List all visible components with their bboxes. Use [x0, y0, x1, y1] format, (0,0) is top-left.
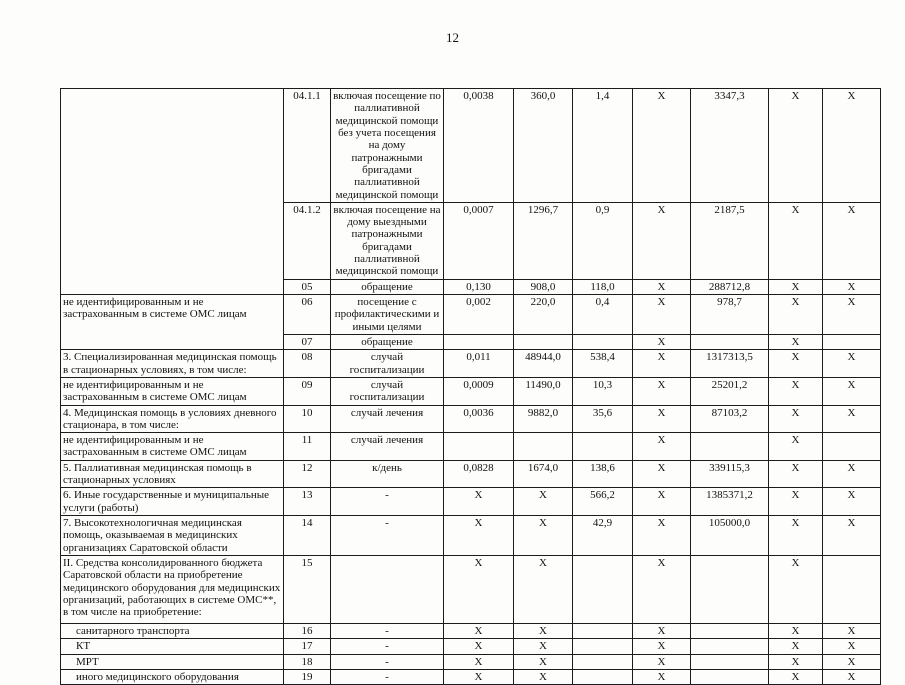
cell-value: 0,0038: [444, 89, 514, 203]
cell-value: X: [633, 377, 691, 405]
cell-value: [823, 555, 881, 623]
cell-value: 1385371,2: [691, 488, 769, 516]
cell-value: X: [769, 334, 823, 349]
cell-value: 1674,0: [514, 460, 573, 488]
cell-value: 538,4: [573, 350, 633, 378]
cell-desc: иного медицинского оборудования: [61, 669, 284, 684]
cell-value: 0,0007: [444, 202, 514, 279]
cell-value: X: [633, 460, 691, 488]
cell-number: 11: [284, 433, 331, 461]
cell-number: 16: [284, 623, 331, 638]
cell-value: X: [769, 488, 823, 516]
table-row: [61, 460, 881, 488]
cell-value: X: [633, 669, 691, 684]
cell-value: 3347,3: [691, 89, 769, 203]
cell-value: X: [444, 639, 514, 654]
cell-unit: -: [331, 654, 444, 669]
table-row: [61, 555, 881, 623]
cell-value: X: [769, 377, 823, 405]
table-row: [61, 669, 881, 684]
cell-value: X: [444, 555, 514, 623]
cell-desc: не идентифицированным и не застрахованным в системе ОМС лицам: [61, 377, 284, 405]
cell-value: X: [444, 669, 514, 684]
cell-value: [823, 334, 881, 349]
cell-value: 0,0828: [444, 460, 514, 488]
cell-value: X: [823, 405, 881, 433]
cell-value: X: [823, 279, 881, 294]
cell-value: X: [444, 488, 514, 516]
cell-value: [514, 433, 573, 461]
cell-unit: обращение: [331, 334, 444, 349]
cell-value: X: [769, 433, 823, 461]
cell-value: X: [823, 460, 881, 488]
cell-value: 339115,3: [691, 460, 769, 488]
cell-value: X: [633, 654, 691, 669]
cell-value: X: [823, 516, 881, 556]
cell-value: X: [769, 89, 823, 203]
cell-number: 10: [284, 405, 331, 433]
cell-desc: не идентифицированным и не застрахованным в системе ОМС лицам: [61, 295, 284, 350]
cell-value: X: [769, 295, 823, 335]
cell-value: [514, 334, 573, 349]
cell-value: 566,2: [573, 488, 633, 516]
cell-value: 11490,0: [514, 377, 573, 405]
cell-value: 1317313,5: [691, 350, 769, 378]
cell-desc: II. Средства консолидированного бюджета Саратовской области на приобретение медицинского оборудования для медицинских организаций, работающих в системе ОМС**, в том числе на приобретение:: [61, 555, 284, 623]
cell-value: X: [769, 555, 823, 623]
page-number: 12: [446, 30, 459, 45]
table-row: [61, 623, 881, 638]
cell-unit: включая посещение по паллиативной медицинской помощи без учета посещения на дому патронажными бригадами паллиативной медицинской помощи: [331, 89, 444, 203]
cell-value: 0,0036: [444, 405, 514, 433]
cell-value: 25201,2: [691, 377, 769, 405]
cell-number: 19: [284, 669, 331, 684]
cell-number: 15: [284, 555, 331, 623]
cell-value: X: [633, 334, 691, 349]
cell-number: 18: [284, 654, 331, 669]
cell-value: 48944,0: [514, 350, 573, 378]
cell-desc: не идентифицированным и не застрахованным в системе ОМС лицам: [61, 433, 284, 461]
cell-value: 2187,5: [691, 202, 769, 279]
cell-value: 10,3: [573, 377, 633, 405]
cell-value: X: [514, 488, 573, 516]
cell-value: X: [633, 279, 691, 294]
cell-value: [573, 334, 633, 349]
cell-value: X: [823, 623, 881, 638]
cell-value: X: [633, 516, 691, 556]
cell-unit: случай госпитализации: [331, 377, 444, 405]
cell-value: [573, 623, 633, 638]
cell-value: X: [514, 654, 573, 669]
cell-value: [573, 654, 633, 669]
cell-value: X: [444, 654, 514, 669]
table-row: [61, 350, 881, 378]
cell-value: 288712,8: [691, 279, 769, 294]
cell-value: [573, 669, 633, 684]
cell-value: X: [769, 654, 823, 669]
cell-unit: -: [331, 488, 444, 516]
cell-value: X: [514, 639, 573, 654]
cell-value: 1296,7: [514, 202, 573, 279]
cell-value: X: [769, 623, 823, 638]
cell-value: 0,002: [444, 295, 514, 335]
cell-number: 04.1.1: [284, 89, 331, 203]
cell-unit: случай госпитализации: [331, 350, 444, 378]
cell-number: 06: [284, 295, 331, 335]
cell-value: X: [823, 669, 881, 684]
cell-value: 0,0009: [444, 377, 514, 405]
cell-number: 13: [284, 488, 331, 516]
cell-unit: посещение с профилактическими и иными целями: [331, 295, 444, 335]
cell-value: 0,9: [573, 202, 633, 279]
cell-unit: -: [331, 516, 444, 556]
cell-unit: включая посещение на дому выездными патронажными бригадами паллиативной медицинской помощи: [331, 202, 444, 279]
cell-value: X: [633, 488, 691, 516]
table-row: [61, 654, 881, 669]
cell-value: X: [633, 89, 691, 203]
cell-value: [691, 639, 769, 654]
cell-unit: [331, 555, 444, 623]
table-row: [61, 433, 881, 461]
medical-program-table: [60, 88, 881, 685]
cell-value: X: [769, 639, 823, 654]
cell-value: X: [769, 350, 823, 378]
cell-value: 1,4: [573, 89, 633, 203]
cell-value: X: [769, 516, 823, 556]
cell-desc: 6. Иные государственные и муниципальные услуги (работы): [61, 488, 284, 516]
cell-number: 09: [284, 377, 331, 405]
cell-number: 08: [284, 350, 331, 378]
cell-number: 17: [284, 639, 331, 654]
cell-value: X: [769, 279, 823, 294]
cell-value: X: [444, 516, 514, 556]
cell-desc: 3. Специализированная медицинская помощь в стационарных условиях, в том числе:: [61, 350, 284, 378]
cell-value: X: [823, 202, 881, 279]
cell-value: [691, 654, 769, 669]
cell-value: X: [514, 555, 573, 623]
cell-desc: 4. Медицинская помощь в условиях дневного стационара, в том числе:: [61, 405, 284, 433]
cell-value: 0,4: [573, 295, 633, 335]
cell-value: 35,6: [573, 405, 633, 433]
cell-value: [691, 623, 769, 638]
cell-desc: [61, 89, 284, 295]
cell-value: X: [823, 295, 881, 335]
cell-value: X: [514, 516, 573, 556]
cell-value: X: [633, 555, 691, 623]
cell-value: [444, 433, 514, 461]
table-row: [61, 377, 881, 405]
cell-value: 978,7: [691, 295, 769, 335]
cell-value: X: [823, 488, 881, 516]
cell-desc: КТ: [61, 639, 284, 654]
cell-value: 908,0: [514, 279, 573, 294]
table-row: [61, 295, 881, 335]
cell-value: X: [514, 669, 573, 684]
cell-value: [691, 669, 769, 684]
cell-value: X: [633, 623, 691, 638]
cell-number: 12: [284, 460, 331, 488]
cell-value: [691, 334, 769, 349]
cell-value: X: [823, 639, 881, 654]
cell-value: [573, 639, 633, 654]
cell-value: X: [769, 669, 823, 684]
cell-value: X: [769, 405, 823, 433]
table-row: [61, 488, 881, 516]
cell-number: 07: [284, 334, 331, 349]
cell-number: 14: [284, 516, 331, 556]
cell-value: 138,6: [573, 460, 633, 488]
cell-value: 42,9: [573, 516, 633, 556]
cell-unit: -: [331, 623, 444, 638]
cell-unit: -: [331, 669, 444, 684]
cell-value: 0,130: [444, 279, 514, 294]
cell-value: X: [633, 295, 691, 335]
cell-value: X: [514, 623, 573, 638]
cell-unit: к/день: [331, 460, 444, 488]
table-row: [61, 405, 881, 433]
cell-number: 04.1.2: [284, 202, 331, 279]
cell-value: [444, 334, 514, 349]
cell-desc: санитарного транспорта: [61, 623, 284, 638]
cell-value: [823, 433, 881, 461]
cell-value: 9882,0: [514, 405, 573, 433]
table-row: [61, 89, 881, 203]
cell-unit: случай лечения: [331, 433, 444, 461]
cell-value: [691, 433, 769, 461]
cell-value: 220,0: [514, 295, 573, 335]
cell-number: 05: [284, 279, 331, 294]
cell-value: X: [823, 350, 881, 378]
cell-unit: случай лечения: [331, 405, 444, 433]
cell-value: X: [769, 202, 823, 279]
cell-value: X: [823, 377, 881, 405]
cell-unit: обращение: [331, 279, 444, 294]
cell-value: X: [633, 350, 691, 378]
cell-desc: МРТ: [61, 654, 284, 669]
cell-value: 118,0: [573, 279, 633, 294]
cell-value: 360,0: [514, 89, 573, 203]
cell-desc: 5. Паллиативная медицинская помощь в стационарных условиях: [61, 460, 284, 488]
cell-desc: 7. Высокотехнологичная медицинская помощь, оказываемая в медицинских организациях Саратовской области: [61, 516, 284, 556]
cell-value: [573, 555, 633, 623]
cell-value: [691, 555, 769, 623]
cell-value: X: [823, 654, 881, 669]
cell-value: X: [633, 433, 691, 461]
cell-value: [573, 433, 633, 461]
cell-value: X: [633, 405, 691, 433]
cell-value: X: [444, 623, 514, 638]
cell-unit: -: [331, 639, 444, 654]
cell-value: X: [769, 460, 823, 488]
cell-value: 0,011: [444, 350, 514, 378]
cell-value: X: [823, 89, 881, 203]
table-row: [61, 516, 881, 556]
cell-value: 105000,0: [691, 516, 769, 556]
table-row: [61, 639, 881, 654]
cell-value: X: [633, 202, 691, 279]
cell-value: X: [633, 639, 691, 654]
cell-value: 87103,2: [691, 405, 769, 433]
